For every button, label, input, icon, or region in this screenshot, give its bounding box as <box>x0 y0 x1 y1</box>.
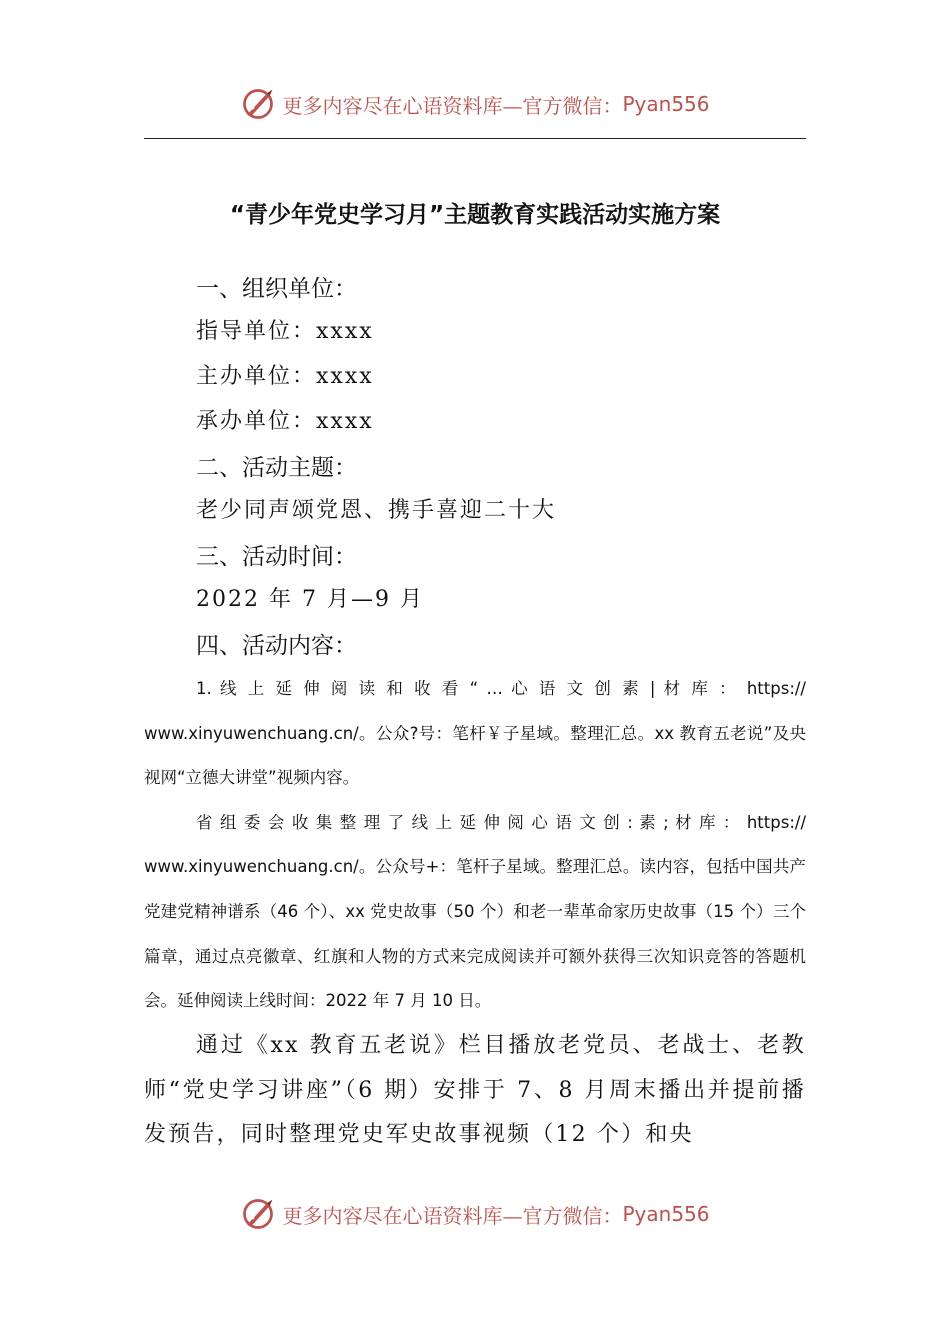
section-heading-time: 三、活动时间： <box>196 544 357 570</box>
section-heading-content: 四、活动内容： <box>196 633 357 659</box>
footer-banner <box>0 1192 950 1236</box>
banner-wechat-id: Pyan556 <box>622 1202 710 1226</box>
content-paragraphs <box>144 667 806 1024</box>
org-undertake-line: 承办单位：xxxx <box>196 409 374 434</box>
section-heading-organization: 一、组织单位： <box>196 276 357 302</box>
header-rule <box>144 138 806 139</box>
theme-line: 老少同声颂党恩、携手喜迎二十大 <box>196 498 557 523</box>
section-heading-theme: 二、活动主题： <box>196 455 357 481</box>
banner-text: 更多内容尽在心语资料库—官方微信： <box>282 1203 623 1228</box>
banner-text: 更多内容尽在心语资料库—官方微信： <box>282 93 623 118</box>
time-line: 2022 年 7 月—9 月 <box>196 587 424 612</box>
quill-logo-icon <box>240 86 276 122</box>
quill-logo-icon <box>240 1196 276 1232</box>
paragraph-online-reading: 1. 线 上 延 伸 阅 读 和 收 看 “ … 心 语 文 创 素 | 材 库 ： https:// www.xinyuwenchuang.cn/。公众?号：笔杆￥子星域。整理汇总。xx 教育五老说”及央视网“立德大讲堂”视频内容。 <box>144 679 806 788</box>
paragraph-five-elders: 通过《xx 教育五老说》栏目播放老党员、老战士、老教师“党史学习讲座”（6 期）安排于 7、8 月周末播出并提前播发预告，同时整理党史军史故事视频（12 个）和央 <box>144 1033 806 1148</box>
org-host-line: 主办单位：xxxx <box>196 364 374 389</box>
document-title: “青少年党史学习月”主题教育实践活动实施方案 <box>229 202 721 228</box>
org-guide-line: 指导单位：xxxx <box>196 319 374 344</box>
banner-wechat-id: Pyan556 <box>622 92 710 116</box>
paragraph-committee-collection: 省 组 委 会 收 集 整 理 了 线 上 延 伸 阅 心 语 文 创 : 素 ; 材 库 ： https:// www.xinyuwenchuang.cn/。公众号+：笔杆子星域。整理汇总。读内容，包括中国共产党建党精神谱系（46 个）、xx 党史故事（50 个）和老一辈革命家历史故事（15 个）三个篇章，通过点亮徽章、红旗和人物的方式来完成阅读并可额外获得三次知识竞答的答题机会。延伸阅读上线时间：2022 年 7 月 10 日。 <box>144 812 806 1011</box>
header-banner <box>0 82 950 126</box>
